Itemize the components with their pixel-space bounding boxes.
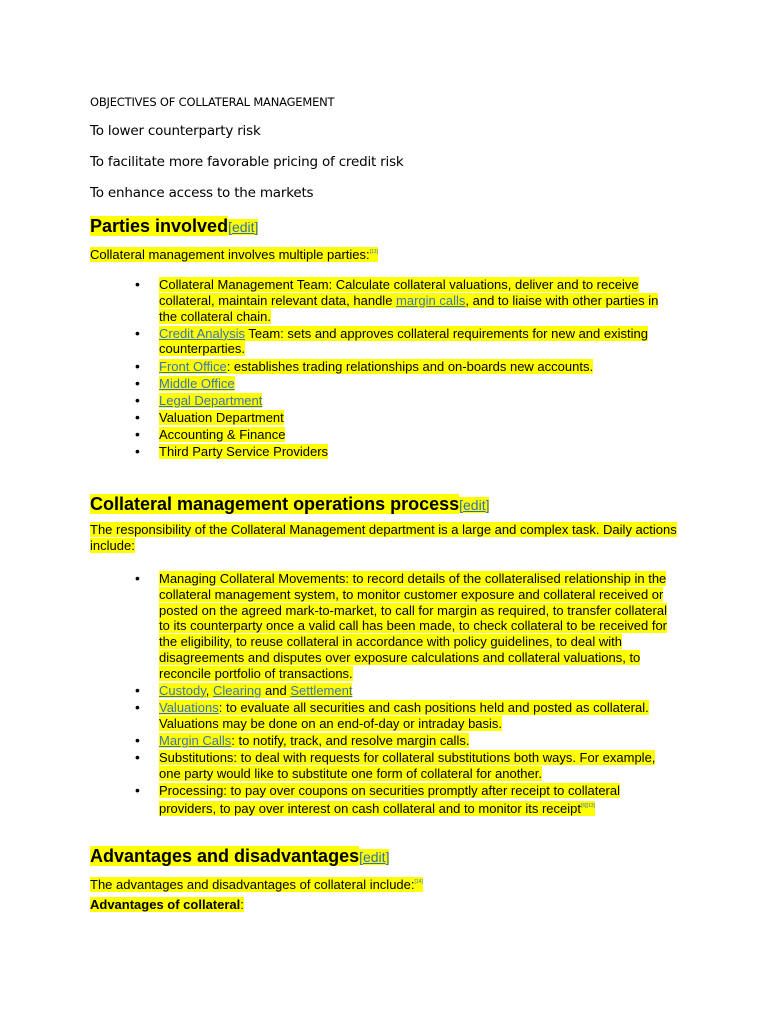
legal-department-link[interactable]: Legal Department [159,392,263,408]
margin-calls-link[interactable]: margin calls [396,292,466,308]
list-item: • Collateral Management Team: Calculate collateral valuations, deliver and to receive collateral, maintain relevant data, handle margin calls, and to liaise with other parties in the collateral chain. [135,276,659,324]
list-item: • Substitutions: to deal with requests for collateral substitutions both ways. For example, one party would like to substitute one form of collateral for another. [135,748,656,781]
document-title: OBJECTIVES OF COLLATERAL MANAGEMENT [90,95,335,109]
list-item-text: : establishes trading relationships and on-boards new accounts. [226,358,594,374]
list-item-text: Managing Collateral Movements: to record details of the collateralised relationship in the collateral management system, to monitor customer exposure and collateral received or posted on the agreed mark-to-market, to call for margin as required, to transfer collateral to its counterparty once a valid call has been made, to check collateral to be received for the eligibility, to reuse collateral in accordance with policy guidelines, to deal with disagreements and disputes over exposure calculations and collateral valuations, to reconcile portfolio of transactions. [159,571,668,681]
list-item-text: Valuation Department [159,409,284,425]
list-item-text: , and to liaise with other parties in the collateral chain. [159,292,659,324]
colon-text: : [240,897,244,912]
list-item-text: : to notify, track, and resolve margin calls. [231,732,470,748]
advantages-intro [90,874,680,893]
list-item: • Valuations: to evaluate all securities and cash positions held and posted as collateral. Valuations may be done on an end-of-day or intraday basis. [135,698,649,731]
citation-6-13[interactable]: [6][13] [581,802,595,809]
list-item: • Custody, Clearing and Settlement [135,681,353,698]
list-item-text: Collateral Management Team: Calculate collateral valuations, deliver and to receive collateral, maintain relevant data, handle [159,277,639,308]
list-item: • Accounting & Finance [135,425,286,442]
list-item: • Front Office: establishes trading relationships and on-boards new accounts. [135,357,594,374]
parties-list [135,277,680,461]
front-office-link[interactable]: Front Office [159,358,227,374]
list-item-text: Accounting & Finance [159,426,286,442]
heading-operations-process [90,493,489,516]
heading-advantages-text: Advantages and disadvantages [90,846,360,866]
edit-link-operations[interactable]: [edit] [459,497,490,513]
heading-advantages [90,845,389,868]
list-item: • Middle Office [135,374,235,391]
list-item: • Margin Calls: to notify, track, and resolve margin calls. [135,731,470,748]
list-item: • Managing Collateral Movements: to record details of the collateralised relationship in the collateral management system, to monitor customer exposure and collateral received or posted on the agreed mark-to-market, to call for margin as required, to transfer collateral to its counterparty once a valid call has been made, to check collateral to be received for the eligibility, to reuse collateral in accordance with policy guidelines, to deal with disagreements and disputes over exposure calculations and collateral valuations, to reconcile portfolio of transactions. [135,570,668,681]
separator-text: and [261,682,291,698]
edit-link-text[interactable]: edit [463,497,486,513]
edit-link-text[interactable]: edit [231,219,255,235]
objective-3: To enhance access to the markets [90,185,314,201]
citation-14[interactable]: [14] [414,879,423,885]
list-item-text: Third Party Service Providers [159,444,329,460]
list-item: • Credit Analysis Team: sets and approves collateral requirements for new and existing counterparties. [135,324,648,357]
advantages-subheading-text: Advantages of collateral [90,897,241,912]
objective-2: To facilitate more favorable pricing of credit risk [90,154,404,170]
list-item-text: Processing: to pay over coupons on securities promptly after receipt to collateral providers, to pay over interest on cash collateral and to monitor its receipt [159,782,621,816]
list-item: • Processing: to pay over coupons on securities promptly after receipt to collateral providers, to pay over interest on cash collateral and to monitor its receipt[6][13] [135,781,621,816]
heading-operations-text: Collateral management operations process [90,494,460,514]
clearing-link[interactable]: Clearing [212,682,262,698]
edit-link-parties[interactable]: [edit] [228,219,259,235]
operations-intro [90,522,680,554]
settlement-link[interactable]: Settlement [290,682,353,698]
advantages-intro-text: The advantages and disadvantages of collateral include: [90,877,415,892]
operations-list [135,571,680,818]
heading-parties-text: Parties involved [90,216,229,236]
advantages-subheading [90,897,680,913]
objective-1: To lower counterparty risk [90,123,261,139]
edit-link-advantages[interactable]: [edit] [359,849,390,865]
list-item-text: : to evaluate all securities and cash positions held and posted as collateral. Valuations may be done on an end-of-day or intraday basis. [159,699,649,731]
credit-analysis-link[interactable]: Credit Analysis [159,325,245,341]
list-item: • Legal Department [135,391,263,408]
citation-13[interactable]: [13] [369,249,378,255]
list-item: • Third Party Service Providers [135,443,329,460]
operations-intro-text: The responsibility of the Collateral Management department is a large and complex task. Daily actions include: [90,522,677,553]
list-item-text: Substitutions: to deal with requests for collateral substitutions both ways. For example, one party would like to substitute one form of collateral for another. [159,749,656,781]
parties-intro-text: Collateral management involves multiple parties: [90,247,370,262]
parties-intro [90,244,680,263]
custody-link[interactable]: Custody [159,682,206,698]
list-item-text: Team: sets and approves collateral requirements for new and existing counterparties. [159,325,648,357]
list-item: • Valuation Department [135,408,284,425]
middle-office-link[interactable]: Middle Office [159,375,235,391]
separator-text: , [205,682,213,698]
margin-calls-link[interactable]: Margin Calls [159,732,232,748]
heading-parties-involved [90,215,258,238]
valuations-link[interactable]: Valuations [159,699,219,715]
edit-link-text[interactable]: edit [362,849,386,865]
